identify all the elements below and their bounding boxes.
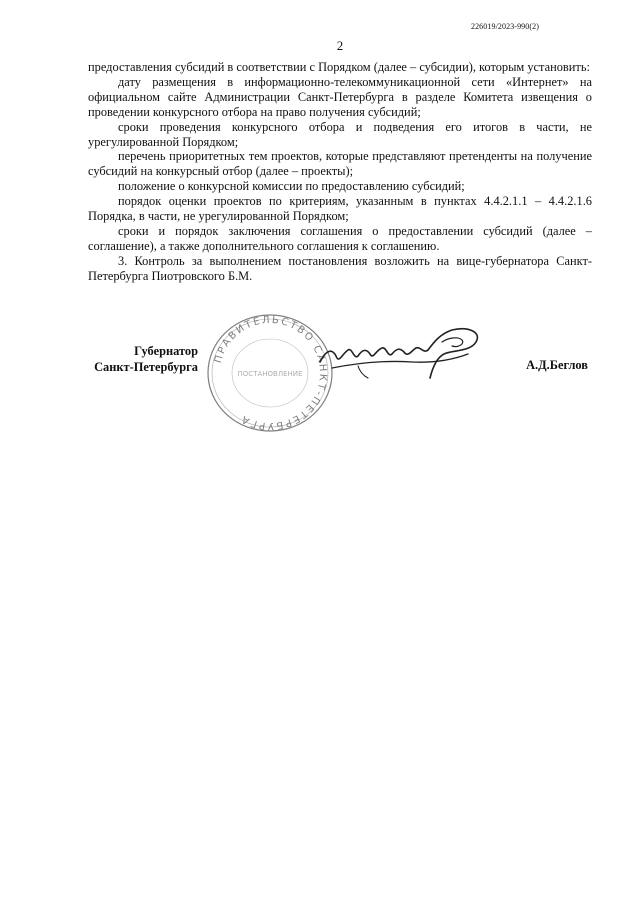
paragraph: перечень приоритетных тем проектов, которые представляют претенденты на получение субсидий на конкурсный отбор (далее – проекты); [88, 149, 592, 179]
paragraph: дату размещения в информационно-телекоммуникационной сети «Интернет» на официальном сайте Администрации Санкт-Петербурга в разделе Комитета извещения о проведении конкурсного отбора на право получения субсидий; [88, 74, 592, 119]
paragraph: 3. Контроль за выполнением постановления возложить на вице-губернатора Санкт-Петербурга Пиотровского Б.М. [88, 253, 592, 283]
paragraph: порядок оценки проектов по критериям, указанным в пунктах 4.4.2.1.1 – 4.4.2.1.6 Порядка, в части, не урегулированной Порядком; [88, 194, 592, 224]
paragraph: предоставления субсидий в соответствии с Порядком (далее – субсидии), которым установить: [88, 60, 590, 74]
signatory-title [88, 343, 198, 375]
paragraph: положение о конкурсной комиссии по предоставлению субсидий; [118, 179, 465, 194]
document-number: 226019/2023-990(2) [470, 22, 539, 31]
signatory-name: А.Д.Беглов [526, 358, 588, 372]
svg-text:ПОСТАНОВЛЕНИЕ: ПОСТАНОВЛЕНИЕ [237, 370, 303, 378]
handwritten-signature [312, 320, 492, 390]
page-number: 2 [336, 38, 344, 53]
signatory-title-line: Губернатор [134, 344, 198, 358]
signatory-title-line: Санкт-Петербурга [94, 360, 198, 374]
paragraph: сроки проведения конкурсного отбора и подведения его итогов в части, не урегулированной Порядком; [88, 119, 592, 149]
document-body [88, 60, 592, 284]
svg-text:ПРАВИТЕЛЬСТВО САНКТ-ПЕТЕРБУРГА: ПРАВИТЕЛЬСТВО САНКТ-ПЕТЕРБУРГА [212, 314, 329, 432]
paragraph: сроки и порядок заключения соглашения о предоставлении субсидий (далее – соглашение), а также дополнительного соглашения к соглашению. [88, 223, 592, 253]
